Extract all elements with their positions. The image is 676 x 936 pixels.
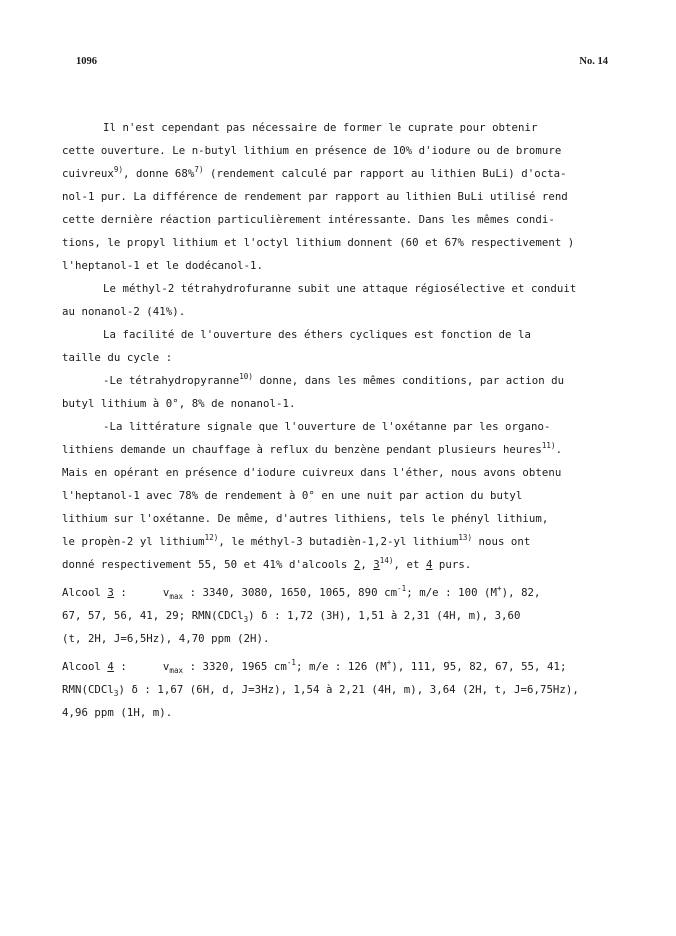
para3-line7: Mais en opérant en présence d'iodure cuivreux dans l'éther, nous avons obtenu (62, 466, 562, 479)
page-number: 1096 (76, 56, 97, 67)
para3-line9: lithium sur l'oxétanne. De même, d'autres lithiens, tels le phényl lithium, (62, 512, 549, 525)
para3-line8: l'heptanol-1 avec 78% de rendement à 0° en une nuit par action du butyl (62, 489, 523, 502)
alcool4-line3: 4,96 ppm (1H, m). (62, 706, 173, 719)
para1-line6: tions, le propyl lithium et l'octyl lithium donnent (60 et 67% respectivement ) (62, 236, 575, 249)
alcool4-line1: Alcool 4 : $v_{max}$ : 3320, 1965 $cm^{-1}$; m/e : 126 (M+), 111, 95, 82, 67, 55, 41; (62, 658, 567, 675)
para3-line4: butyl lithium à 0°, 8% de nonanol-1. (62, 397, 296, 410)
para1-line5: cette dernière réaction particulièrement intéressante. Dans les mêmes condi- (62, 213, 555, 226)
para3-line6: lithiens demande un chauffage à reflux du benzène pendant plusieurs heures$^{11)}$. (62, 441, 563, 456)
para1-line2: cette ouverture. Le n-butyl lithium en présence de 10% d'iodure ou de bromure (62, 144, 562, 157)
para1-line7: l'heptanol-1 et le dodécanol-1. (62, 259, 264, 272)
footnote-ref: 10) (239, 372, 253, 381)
para3-line5: -La littérature signale que l'ouverture de l'oxétanne par les organo- (103, 420, 551, 433)
para1-line4: nol-1 pur. La différence de rendement par rapport au lithien BuLi utilisé rend (62, 190, 568, 203)
journal-issue: No. 14 (579, 56, 608, 67)
footnote-ref: 7) (194, 165, 204, 174)
para2-line1: Le méthyl-2 tétrahydrofuranne subit une attaque régiosélective et conduit (103, 282, 577, 295)
alcool4-line2: RMN(CDCl$_3$) δ : 1,67 (6H, d, J=3Hz), 1,54 à 2,21 (4H, m), 3,64 (2H, t, J=6,75Hz), (62, 683, 579, 698)
footnote-ref: 14) (379, 556, 394, 565)
footnote-ref: 9) (113, 165, 124, 174)
alcool3-line1: Alcool 3 : $v_{max}$ : 3340, 3080, 1650, 1065, 890 $cm^{-1}$; m/e : 100 (M+), 82, (62, 584, 541, 601)
footnote-ref: 11) (541, 441, 556, 450)
footnote-ref: 12) (204, 533, 219, 542)
para3-line2: taille du cycle : (62, 351, 173, 364)
alcool3-line3: (t, 2H, J=6,5Hz), 4,70 ppm (2H). (62, 632, 270, 645)
footnote-ref: 13) (458, 533, 473, 542)
para3-line11: donné respectivement 55, 50 et 41% d'alcools 2, 3$^{14)}$, et 4 purs. (62, 556, 472, 571)
para1-line3: cuivreux$^{9)}$, donne 68%$^{7)}$ (rendement calculé par rapport au lithien BuLi) d'octa- (62, 165, 567, 180)
alcool3-line2: 67, 57, 56, 41, 29; RMN(CDCl$_3$) δ : 1,72 (3H), 1,51 à 2,31 (4H, m), 3,60 (62, 609, 521, 624)
para3-line3: -Le tétrahydropyranne$^{10)}$ donne, dans les mêmes conditions, par action du (103, 372, 565, 387)
para3-line1: La facilité de l'ouverture des éthers cycliques est fonction de la (103, 328, 531, 341)
para1-line1: Il n'est cependant pas nécessaire de former le cuprate pour obtenir (103, 121, 538, 134)
para2-line2: au nonanol-2 (41%). (62, 305, 186, 318)
para3-line10: le propèn-2 yl lithium$^{12)}$, le méthyl-3 butadièn-1,2-yl lithium$^{13)}$ nous ont (62, 533, 531, 548)
